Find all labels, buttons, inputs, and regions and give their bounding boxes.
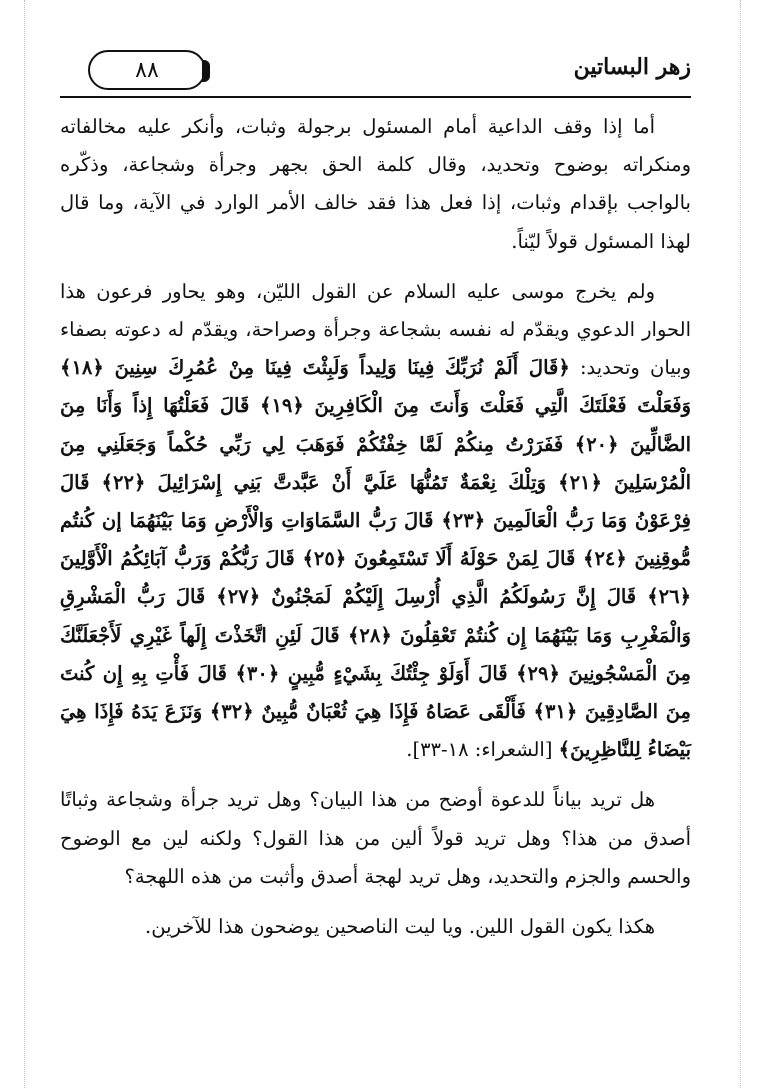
paragraph-2 [60,273,691,770]
header-rule [60,96,691,98]
page-number-badge [88,50,206,90]
page-edge-dotted-line-right [740,0,741,1088]
page-header [60,50,691,94]
paragraph-2-intro: ولم يخرج موسى عليه السلام عن القول الليّن، وهو يحاور فرعون هذا الحوار الدعوي ويقدّم له نفسه بشجاعة وجرأة وصراحة، ويقدّم له دعوته بصفاء وبيان وتحديد: [60,279,691,380]
verse-reference: [الشعراء: ١٨-٣٣]. [406,738,559,762]
paragraph-3: هل تريد بياناً للدعوة أوضح من هذا البيان؟ وهل تريد جرأة وشجاعة وثباتًا أصدق من هذا؟ وهل تريد قولاً ألين من هذا القول؟ ولكنه لين مع الوضوح والحسم والجزم والتحديد، وهل تريد لهجة أصدق وأثبت من هذه اللهجة؟ [60,788,691,888]
quran-verses: ﴿قَالَ أَلَمْ نُرَبِّكَ فِينَا وَلِيداً وَلَبِثْتَ فِينَا مِنْ عُمُرِكَ سِنِينَ ﴿١٨﴾ وَفَعَلْتَ فَعْلَتَكَ الَّتِي فَعَلْتَ وَأَنتَ مِنَ الْكَافِرِينَ ﴿١٩﴾ قَالَ فَعَلْتُهَا إِذاً وَأَنَا مِنَ الضَّالِّينَ ﴿٢٠﴾ فَفَرَرْتُ مِنكُمْ لَمَّا خِفْتُكُمْ فَوَهَبَ لِي رَبِّي حُكْماً وَجَعَلَنِي مِنَ الْمُرْسَلِينَ ﴿٢١﴾ وَتِلْكَ نِعْمَةٌ تَمُنُّهَا عَلَيَّ أَنْ عَبَّدتَّ بَنِي إِسْرَائِيلَ ﴿٢٢﴾ قَالَ فِرْعَوْنُ وَمَا رَبُّ الْعَالَمِينَ ﴿٢٣﴾ قَالَ رَبُّ السَّمَاوَاتِ وَالْأَرْضِ وَمَا بَيْنَهُمَا إن كُنتُم مُّوقِنِينَ ﴿٢٤﴾ قَالَ لِمَنْ حَوْلَهُ أَلَا تَسْتَمِعُونَ ﴿٢٥﴾ قَالَ رَبُّكُمْ وَرَبُّ آبَائِكُمُ الْأَوَّلِينَ ﴿٢٦﴾ قَالَ إِنَّ رَسُولَكُمُ الَّذِي أُرْسِلَ إِلَيْكُمْ لَمَجْنُونٌ ﴿٢٧﴾ قَالَ رَبُّ الْمَشْرِقِ وَالْمَغْرِبِ وَمَا بَيْنَهُمَا إِن كُنتُمْ تَعْقِلُونَ ﴿٢٨﴾ قَالَ لَئِنِ اتَّخَذْتَ إِلَهاً غَيْرِي لَأَجْعَلَنَّكَ مِنَ الْمَسْجُونِينَ ﴿٢٩﴾ قَالَ أَوَلَوْ جِئْتُكَ بِشَيْءٍ مُّبِينٍ ﴿٣٠﴾ قَالَ فَأْتِ بِهِ إِن كُنتَ مِنَ الصَّادِقِينَ ﴿٣١﴾ فَأَلْقَى عَصَاهُ فَإِذَا هِيَ ثُعْبَانٌ مُّبِينٌ ﴿٣٢﴾ وَنَزَعَ يَدَهُ فَإِذَا هِيَ بَيْضَاءُ لِلنَّاظِرِينَ﴾ [60,356,692,762]
book-title: زهر البساتين [573,54,691,80]
paragraph-1: أما إذا وقف الداعية أمام المسئول برجولة وثبات، وأنكر عليه مخالفاته ومنكراته بوضوح وتحديد، وقال كلمة الحق بجهر وجرأة وشجاعة، وذكّره بالواجب بإقدام وثبات، إذا فعل هذا فقد خالف الأمر الوارد في الآية، وما قال لهذا المسئول قولاً ليّناً. [60,115,691,253]
paragraph-4: هكذا يكون القول اللين. ويا ليت الناصحين يوضحون هذا للآخرين. [145,915,655,939]
page-edge-dotted-line-left [24,0,25,1088]
page-number: ٨٨ [135,57,159,83]
page-body [60,108,691,946]
